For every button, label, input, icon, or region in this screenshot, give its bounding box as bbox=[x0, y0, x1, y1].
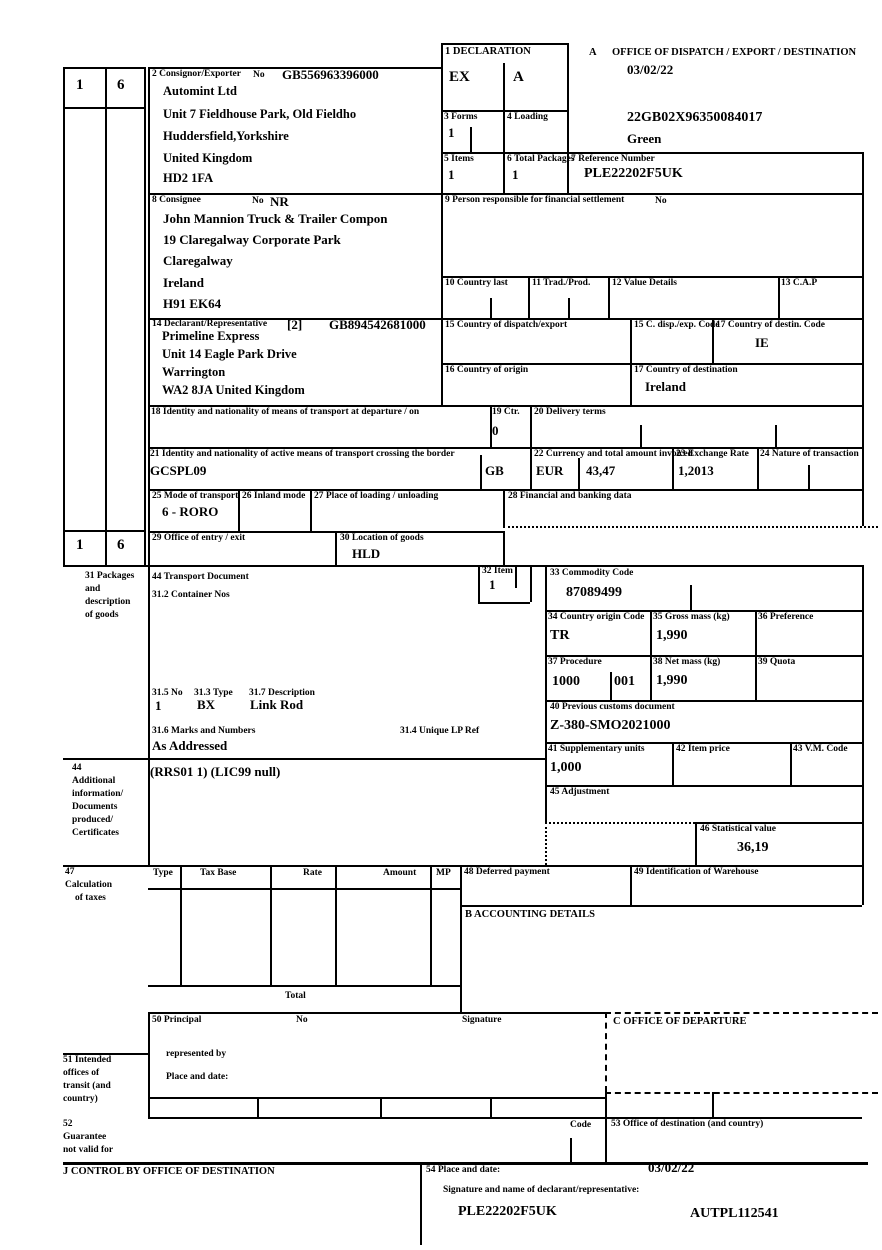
divider bbox=[778, 276, 780, 318]
divider bbox=[568, 298, 570, 318]
procedure-code-2: 001 bbox=[614, 674, 635, 689]
consignee-id: NR bbox=[270, 194, 289, 209]
dashed-divider bbox=[605, 1012, 607, 1092]
dotted-divider bbox=[545, 822, 547, 865]
declaration-subtype: A bbox=[513, 69, 524, 85]
box31-label: description bbox=[85, 597, 131, 607]
box52-label: not valid for bbox=[63, 1145, 114, 1155]
divider bbox=[610, 672, 612, 700]
dashed-divider bbox=[605, 1012, 878, 1014]
divider bbox=[310, 489, 312, 531]
divider bbox=[144, 67, 146, 565]
tax-col-taxbase: Tax Base bbox=[200, 868, 237, 878]
transport-identity: GCSPL09 bbox=[150, 463, 207, 478]
box54-label: 54 Place and date: bbox=[426, 1165, 501, 1175]
divider bbox=[528, 276, 530, 318]
divider bbox=[695, 822, 697, 865]
box44-label: Documents bbox=[72, 802, 118, 812]
declarant-address-line: Unit 14 Eagle Park Drive bbox=[162, 347, 297, 361]
divider bbox=[862, 152, 864, 526]
section-b-title: B ACCOUNTING DETAILS bbox=[465, 909, 595, 920]
divider bbox=[567, 43, 569, 152]
box51-label: country) bbox=[63, 1094, 98, 1104]
divider bbox=[608, 276, 610, 318]
box51-label: offices of bbox=[63, 1068, 100, 1078]
commodity-code: 87089499 bbox=[566, 585, 622, 600]
section-j-title: J CONTROL BY OFFICE OF DESTINATION bbox=[63, 1166, 275, 1177]
divider bbox=[441, 43, 567, 45]
box48-label: 48 Deferred payment bbox=[464, 867, 550, 877]
box47-label: 47 bbox=[65, 867, 75, 877]
divider bbox=[775, 425, 777, 447]
divider bbox=[105, 67, 107, 565]
box47-label: of taxes bbox=[75, 893, 106, 903]
box27-label: 27 Place of loading / unloading bbox=[314, 491, 439, 501]
declarant-address-line: Primeline Express bbox=[162, 329, 260, 343]
invoice-amount: 43,47 bbox=[586, 463, 616, 478]
declarant-signature-ref: PLE22202F5UK bbox=[458, 1204, 557, 1219]
consignor-address-line: Huddersfield,Yorkshire bbox=[163, 129, 289, 143]
divider bbox=[478, 565, 480, 602]
marks-numbers: As Addressed bbox=[152, 738, 228, 753]
box46-label: 46 Statistical value bbox=[700, 824, 776, 834]
divider bbox=[490, 298, 492, 318]
box37-label: 37 Procedure bbox=[548, 657, 602, 667]
divider bbox=[148, 1097, 605, 1099]
divider bbox=[180, 865, 182, 985]
divider bbox=[530, 405, 532, 447]
packages-type: BX bbox=[197, 697, 216, 712]
represented-by-label: represented by bbox=[166, 1049, 227, 1059]
box10-label: 10 Country last bbox=[445, 278, 508, 288]
box54-signature-label: Signature and name of declarant/representative: bbox=[443, 1185, 640, 1195]
divider bbox=[460, 905, 862, 907]
box49-label: 49 Identification of Warehouse bbox=[634, 867, 759, 877]
box44-label: Certificates bbox=[72, 828, 119, 838]
supplementary-units: 1,000 bbox=[550, 760, 582, 775]
box43-label: 43 V.M. Code bbox=[793, 744, 848, 754]
procedure-code: 1000 bbox=[552, 674, 580, 689]
divider bbox=[515, 565, 517, 588]
box16-label: 16 Country of origin bbox=[445, 365, 529, 375]
divider bbox=[530, 447, 532, 489]
transport-nationality: GB bbox=[485, 463, 504, 478]
box44-label: produced/ bbox=[72, 815, 114, 825]
box4-label: 4 Loading bbox=[507, 112, 548, 122]
divider bbox=[148, 1012, 150, 1117]
divider bbox=[578, 458, 580, 489]
box31-label: and bbox=[85, 584, 101, 594]
box52-label: 52 bbox=[63, 1119, 73, 1129]
divider bbox=[530, 565, 532, 602]
box17-label: 17 Country of destination bbox=[634, 365, 738, 375]
place-date-label: Place and date: bbox=[166, 1072, 229, 1082]
consignor-eori: GB556963396000 bbox=[282, 67, 379, 82]
box22-label: 22 Currency and total amount invoiced bbox=[534, 449, 693, 459]
box54-date: 03/02/22 bbox=[648, 1160, 695, 1175]
box7-label: 7 Reference Number bbox=[571, 154, 655, 164]
box51-label: transit (and bbox=[63, 1081, 111, 1091]
divider bbox=[503, 63, 505, 193]
destination-country: Ireland bbox=[645, 379, 686, 394]
box13-label: 13 C.A.P bbox=[781, 278, 818, 288]
box21-label: 21 Identity and nationality of active means of transport crossing the border bbox=[150, 449, 455, 459]
goods-description-label: 31.7 Description bbox=[249, 688, 315, 698]
packages-type-label: 31.3 Type bbox=[194, 688, 233, 698]
declaration-type: EX bbox=[449, 69, 470, 85]
net-mass: 1,990 bbox=[656, 673, 688, 688]
divider bbox=[808, 465, 810, 489]
copy-number: 6 bbox=[117, 537, 125, 553]
divider bbox=[63, 107, 144, 109]
box15a-label: 15 C. disp./exp. Code bbox=[634, 320, 720, 330]
divider bbox=[148, 888, 460, 890]
divider bbox=[503, 531, 505, 565]
container-nos-label: 31.2 Container Nos bbox=[152, 590, 230, 600]
box17a-label: 17 Country of destin. Code bbox=[716, 320, 825, 330]
divider bbox=[148, 985, 460, 987]
box33-label: 33 Commodity Code bbox=[550, 568, 634, 578]
box3-label: 3 Forms bbox=[444, 112, 478, 122]
divider bbox=[63, 67, 65, 565]
divider bbox=[690, 585, 692, 610]
divider bbox=[480, 455, 482, 489]
routing-status: Green bbox=[627, 131, 662, 146]
dashed-divider bbox=[605, 1092, 878, 1094]
box44-label: 44 bbox=[72, 763, 82, 773]
tax-col-amount: Amount bbox=[383, 868, 417, 878]
divider bbox=[335, 865, 337, 985]
transport-mode: 6 - RORO bbox=[162, 504, 219, 519]
divider bbox=[238, 489, 240, 531]
divider bbox=[270, 865, 272, 985]
section-c-title: C OFFICE OF DEPARTURE bbox=[613, 1016, 747, 1027]
declarant-eori: GB894542681000 bbox=[329, 317, 426, 332]
consignee-address-line: John Mannion Truck & Trailer Compon bbox=[163, 211, 388, 226]
box11-label: 11 Trad./Prod. bbox=[532, 278, 591, 288]
destination-country-code: IE bbox=[755, 335, 769, 350]
box20-label: 20 Delivery terms bbox=[534, 407, 606, 417]
marks-numbers-label: 31.6 Marks and Numbers bbox=[152, 726, 256, 736]
box50-label: 50 Principal bbox=[152, 1015, 202, 1025]
divider bbox=[478, 602, 530, 604]
declarant-address-line: WA2 8JA United Kingdom bbox=[162, 383, 305, 397]
divider bbox=[460, 865, 462, 1012]
copy-number: 1 bbox=[76, 77, 84, 93]
box31-label: 31 Packages bbox=[85, 571, 135, 581]
box19-value: 0 bbox=[492, 423, 499, 438]
reference-number: PLE22202F5UK bbox=[584, 166, 683, 181]
tax-col-type: Type bbox=[153, 868, 173, 878]
box52-label: Guarantee bbox=[63, 1132, 107, 1142]
box25-label: 25 Mode of transport bbox=[152, 491, 239, 501]
officeA-date: 03/02/22 bbox=[627, 62, 674, 77]
box3-value: 1 bbox=[448, 125, 455, 140]
divider bbox=[630, 865, 632, 905]
box19-label: 19 Ctr. bbox=[492, 407, 520, 417]
exchange-rate: 1,2013 bbox=[678, 463, 714, 478]
box14-label: 14 Declarant/Representative bbox=[152, 319, 268, 329]
gross-mass: 1,990 bbox=[656, 628, 688, 643]
divider bbox=[605, 1092, 607, 1162]
consignee-address-line: H91 EK64 bbox=[163, 296, 222, 311]
box50-signature-label: Signature bbox=[462, 1015, 502, 1025]
packages-count: 1 bbox=[155, 698, 162, 713]
box40-label: 40 Previous customs document bbox=[550, 702, 675, 712]
box32-label: 32 Item bbox=[482, 566, 513, 576]
divider bbox=[545, 565, 547, 822]
box18-label: 18 Identity and nationality of means of transport at departure / on bbox=[151, 407, 420, 417]
box52-code-label: Code bbox=[570, 1120, 592, 1130]
box50-no-label: No bbox=[296, 1015, 308, 1025]
transport-document-label: 44 Transport Document bbox=[152, 572, 249, 582]
divider bbox=[63, 530, 144, 532]
divider bbox=[672, 742, 674, 785]
unique-lp-ref-label: 31.4 Unique LP Ref bbox=[400, 726, 480, 736]
divider bbox=[148, 1012, 605, 1014]
declarant-signature-code: AUTPL112541 bbox=[690, 1206, 779, 1221]
consignor-address-line: HD2 1FA bbox=[163, 171, 214, 185]
box8-no-label: No bbox=[252, 196, 264, 206]
box44-label: Additional bbox=[72, 776, 116, 786]
packages-no-label: 31.5 No bbox=[152, 688, 183, 698]
box9-no-label: No bbox=[655, 196, 667, 206]
divider bbox=[420, 1162, 422, 1245]
consignor-address-line: United Kingdom bbox=[163, 151, 253, 165]
officeA-title: OFFICE OF DISPATCH / EXPORT / DESTINATION bbox=[612, 47, 857, 58]
divider bbox=[570, 1138, 572, 1162]
box23-label: 23 Exchange Rate bbox=[676, 449, 749, 459]
declarant-address-line: Warrington bbox=[162, 365, 226, 379]
divider bbox=[490, 1097, 492, 1117]
box47-label: Calculation bbox=[65, 880, 112, 890]
consignee-address-line: 19 Claregalway Corporate Park bbox=[163, 232, 341, 247]
box36-label: 36 Preference bbox=[758, 612, 814, 622]
box44-label: information/ bbox=[72, 789, 124, 799]
box29-label: 29 Office of entry / exit bbox=[152, 533, 246, 543]
consignor-address-line: Automint Ltd bbox=[163, 84, 237, 98]
box8-label: 8 Consignee bbox=[152, 195, 201, 205]
divider bbox=[630, 318, 632, 405]
tax-col-rate: Rate bbox=[303, 868, 322, 878]
divider bbox=[63, 758, 545, 760]
divider bbox=[257, 1097, 259, 1117]
box2-label: 2 Consignor/Exporter bbox=[152, 69, 241, 79]
box31-label: of goods bbox=[85, 610, 119, 620]
box5-value: 1 bbox=[448, 167, 455, 182]
divider bbox=[503, 489, 505, 526]
divider bbox=[640, 425, 642, 447]
box6-label: 6 Total Packages bbox=[507, 154, 575, 164]
previous-document: Z-380-SMO2021000 bbox=[550, 718, 671, 733]
divider bbox=[712, 1092, 714, 1117]
box1-label: 1 DECLARATION bbox=[445, 46, 531, 57]
invoice-currency: EUR bbox=[536, 463, 564, 478]
box15-label: 15 Country of dispatch/export bbox=[445, 320, 568, 330]
consignee-address-line: Ireland bbox=[163, 275, 204, 290]
divider bbox=[335, 531, 337, 565]
box2-no-label: No bbox=[253, 70, 265, 80]
dotted-divider bbox=[545, 822, 695, 824]
divider bbox=[790, 742, 792, 785]
divider bbox=[862, 565, 864, 905]
divider bbox=[380, 1097, 382, 1117]
copy-number: 6 bbox=[117, 77, 125, 93]
box28-label: 28 Financial and banking data bbox=[508, 491, 632, 501]
goods-location: HLD bbox=[352, 546, 381, 561]
tax-col-mp: MP bbox=[436, 868, 451, 878]
divider bbox=[63, 67, 144, 69]
consignor-address-line: Unit 7 Fieldhouse Park, Old Fieldho bbox=[163, 107, 357, 121]
statistical-value: 36,19 bbox=[737, 840, 769, 855]
goods-description: Link Rod bbox=[250, 697, 304, 712]
divider bbox=[430, 865, 432, 985]
box9-label: 9 Person responsible for financial settlement bbox=[445, 195, 625, 205]
box39-label: 39 Quota bbox=[758, 657, 796, 667]
box12-label: 12 Value Details bbox=[612, 278, 677, 288]
origin-country-code: TR bbox=[550, 628, 570, 643]
additional-information: (RRS01 1) (LIC99 null) bbox=[150, 764, 281, 779]
box26-label: 26 Inland mode bbox=[242, 491, 306, 501]
box53-label: 53 Office of destination (and country) bbox=[611, 1119, 764, 1129]
box6-value: 1 bbox=[512, 167, 519, 182]
declarant-code: [2] bbox=[287, 317, 303, 332]
dotted-divider bbox=[503, 526, 878, 528]
divider bbox=[757, 447, 759, 489]
box42-label: 42 Item price bbox=[676, 744, 730, 754]
officeA-prefix: A bbox=[589, 47, 597, 58]
divider bbox=[441, 43, 443, 405]
consignee-address-line: Claregalway bbox=[163, 253, 233, 268]
movement-reference-number: 22GB02X96350084017 bbox=[627, 110, 763, 125]
item-number: 1 bbox=[489, 577, 496, 592]
box41-label: 41 Supplementary units bbox=[548, 744, 645, 754]
copy-number: 1 bbox=[76, 537, 84, 553]
box35-label: 35 Gross mass (kg) bbox=[653, 612, 730, 622]
divider bbox=[470, 127, 472, 152]
box38-label: 38 Net mass (kg) bbox=[653, 657, 721, 667]
box45-label: 45 Adjustment bbox=[550, 787, 610, 797]
box30-label: 30 Location of goods bbox=[340, 533, 424, 543]
divider bbox=[63, 565, 862, 567]
tax-total-label: Total bbox=[285, 991, 306, 1001]
box51-label: 51 Intended bbox=[63, 1055, 112, 1065]
box5-label: 5 Items bbox=[444, 154, 474, 164]
box34-label: 34 Country origin Code bbox=[548, 612, 645, 622]
box24-label: 24 Nature of transaction bbox=[760, 449, 859, 459]
